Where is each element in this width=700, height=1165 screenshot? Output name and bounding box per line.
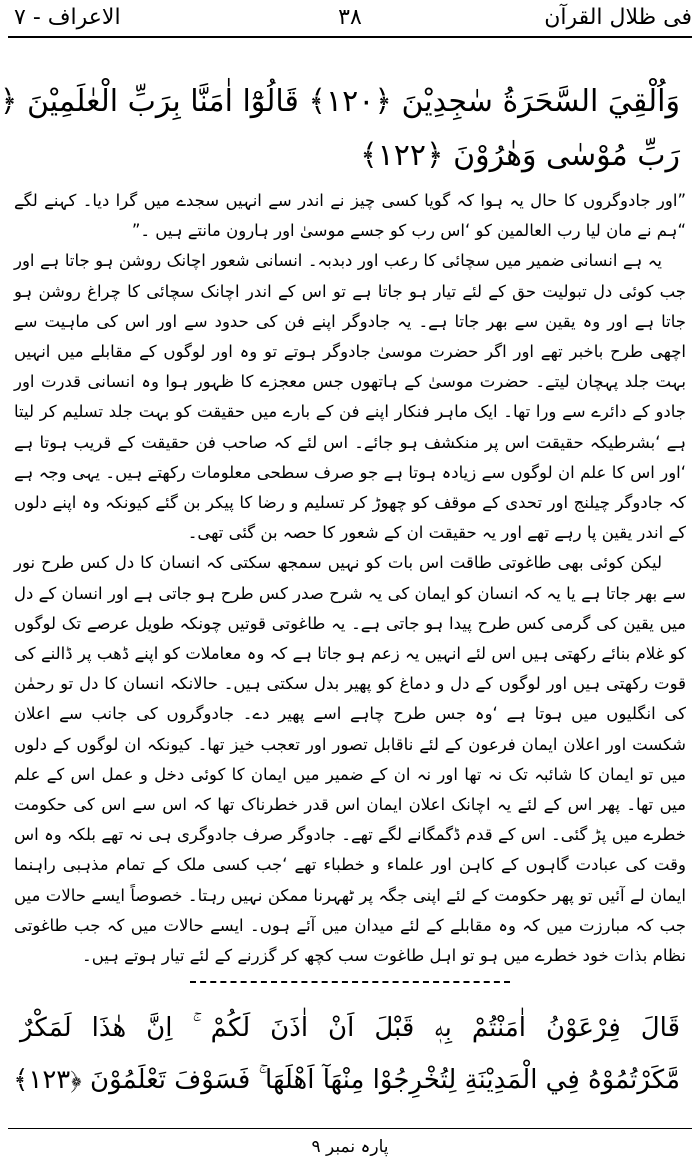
page-header <box>0 0 700 40</box>
book-title: فی ظلال القرآن <box>544 5 692 30</box>
commentary-paragraph-2: لیکن کوئی بھی طاغوتی طاقت اس بات کو نہیں سمجھ سکتی کہ انسان کا دل کس طرح نور سے بھر جاتا ہے یا یہ کہ انسان کو ایمان کی یہ شرح صدر کس طرح ہو جاتی ہے اور انسان کے دل میں یقین کی گرمی کس طرح پیدا ہو جاتی ہے۔ یہ طاغوتی قوتیں چونکہ طویل عرصے تک لوگوں کو غلام بنائے رکھتی ہیں اس لئے انہیں یہ زعم ہو جاتا ہے کہ وہ معاملات کو اپنے ڈھب پر ڈالنے کی قوت رکھتی ہیں اور لوگوں کے دل و دماغ کو پھیر بدل سکتی ہیں۔ حالانکہ انسان کا دل تو رحمٰن کی انگلیوں میں ہوتا ہے ‘وہ جس طرح چاہے اسے پھیر دے۔ جادوگروں کی جانب سے اعلان شکست اور اعلان ایمان فرعون کے لئے ناقابل تصور اور تعجب خیز تھا۔ کیونکہ ان لوگوں کے دلوں میں تو ایمان کا شائبہ تک نہ تھا اور نہ ان کے ضمیر میں ایمان کا کوئی دخل و عمل اس کے علم میں تھا۔ پھر اس کے لئے یہ اچانک اعلان ایمان اس قدر خطرناک تھا کہ اس سے اس کی حکومت خطرے میں پڑ گئی۔ اس کے قدم ڈگمگانے لگے تھے۔ جادوگر صرف جادوگری ہی نہ تھے بلکہ وہ اس وقت کی عبادت گاہوں کے کاہن اور علماء و خطباء تھے ‘جب کسی ملک کے تمام مذہبی راہنما ایمان لے آئیں تو پھر حکومت کے لئے اپنی جگہ پر ٹھہرنا ممکن نہیں رہتا۔ خصوصاً ایسے حالات میں جب کہ مبارزت میں کہ وہ مقابلے کے لئے میدان میں آئے ہوں۔ ایسے حالات میں کہ جب طاغوتی نظام بذات خود خطرے میں ہو تو اہل طاغوت سب کچھ کر گزرنے کے لئے تیار ہوتے ہیں۔ <box>14 553 686 966</box>
commentary-paragraph-1: یہ ہے انسانی ضمیر میں سچائی کا رعب اور دبدبہ۔ انسانی شعور اچانک روشن ہو جاتا ہے اور جب کوئی دل تبولیت حق کے لئے تیار ہو جاتا ہے تو اس کے اندر اچانک سچائی کا چراغ روشن ہو جاتا ہے اور وہ یقین سے بھر جاتا ہے۔ یہ جادوگر اپنے فن کی حدود سے اور اس کی ماہیت سے اچھی طرح باخبر تھے اور اگر حضرت موسیٰ جادوگر ہوتے تو وہ اور لوگوں کے مقابلے میں انہیں بہت جلد پہچان لیتے۔ حضرت موسیٰ کے ہاتھوں جس معجزے کا ظہور ہوا وہ انسانی قدرت اور جادو کے دائرے سے ورا تھا۔ ایک ماہر فنکار اپنے فن کے بارے میں حقیقت کو بہت جلد تسلیم کر لیتا ہے ‘بشرطیکہ حقیقت اس پر منکشف ہو جائے۔ اس لئے کہ صاحب فن حقیقت کے قریب ہوتا ہے ‘اور اس کا علم ان لوگوں سے زیادہ ہوتا ہے جو صرف سطحی معلومات رکھتے ہیں۔ یہی وجہ ہے کہ جادوگر چیلنج اور تحدی کے موقف کو چھوڑ کر تسلیم و رضا کا پیکر بن گئے کیونکہ وہ اپنے دلوں کے اندر یقین پا رہے تھے اور یہ حقیقت ان کے شعور کا حصہ بن گئی تھی۔ <box>14 251 686 543</box>
quran-verse-1: وَاُلْقِيَ السَّحَرَةُ سٰجِدِيْنَ ﴿۱۲۰﴾ قَالُوْٓا اٰمَنَّا بِرَبِّ الْعٰلَمِيْنَ ﴿ <box>0 84 680 119</box>
quran-verse-2: رَبِّ مُوْسٰى وَهٰرُوْنَ ﴿۱۲۲﴾ <box>360 138 680 173</box>
page-number: ۳۸ <box>338 5 362 30</box>
quran-verse-3: قَالَ فِرْعَوْنُ اٰمَنْتُمْ بِهٖ قَبْلَ اَنْ اٰذَنَ لَكُمْ ۚ اِنَّ هٰذَا لَمَكْرٌ <box>20 1013 680 1043</box>
footer-rule <box>8 1128 692 1129</box>
quran-verse-4: مَّكَرْتُمُوْهُ فِي الْمَدِيْنَةِ لِتُخْرِجُوْا مِنْهَآ اَهْلَهَا ۚ فَسَوْفَ تَعْلَمُوْنَ ﴿۱۲۳﴾ <box>13 1065 680 1095</box>
juz-label: پارہ نمبر ۹ <box>311 1137 389 1157</box>
section-divider <box>190 981 510 983</box>
surah-name: الاعراف - ۷ <box>14 5 121 30</box>
commentary-text <box>14 186 686 971</box>
header-rule <box>8 36 692 38</box>
translation-paragraph: ”اور جادوگروں کا حال یہ ہوا کہ گویا کسی چیز نے اندر سے انہیں سجدے میں گرا دیا۔ کہنے لگے “ہم نے مان لیا رب العالمین کو ‘اس رب کو جسے موسیٰ اور ہارون مانتے ہیں ۔” <box>14 191 686 241</box>
